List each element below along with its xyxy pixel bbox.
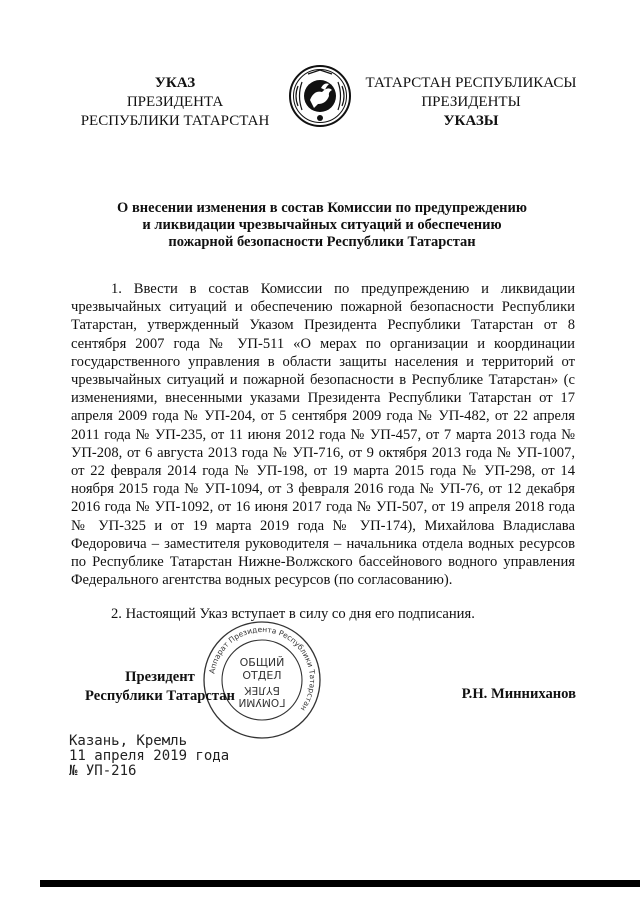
stamp-line1: ОБЩИЙ (239, 656, 285, 669)
document-title-line3: пожарной безопасности Республики Татарстан (168, 234, 476, 250)
signature-name: Р.Н. Минниханов (461, 686, 576, 702)
scan-bottom-edge (40, 880, 640, 887)
header-right-title: УКАЗЫ (443, 113, 499, 129)
stamp-line2: ОТДЕЛ (242, 669, 282, 682)
document-body (71, 280, 575, 624)
header-right-line1: ТАТАРСТАН РЕСПУБЛИКАСЫ (365, 75, 577, 91)
place-date: 11 апреля 2019 года (69, 748, 230, 764)
body-paragraph-2: 2. Настоящий Указ вступает в силу со дня его подписания. (111, 606, 475, 623)
header-right-line2: ПРЕЗИДЕНТЫ (421, 94, 521, 110)
signature-position-line1: Президент (125, 669, 195, 685)
tatarstan-coat-of-arms-icon (288, 64, 352, 128)
document-title-line1: О внесении изменения в состав Комиссии по предупреждению (117, 200, 527, 216)
header-left-line3: РЕСПУБЛИКИ ТАТАРСТАН (80, 113, 270, 129)
header-right-block (358, 74, 584, 131)
header-left-block (70, 74, 280, 131)
stamp-ring-text: Аппарат Президента Республики Татарстан (207, 624, 318, 713)
stamp-line3: ГОМУМИ (238, 696, 286, 708)
signature-position (70, 668, 250, 706)
header-left-title: УКАЗ (154, 75, 196, 91)
place-number: № УП-216 (69, 763, 137, 779)
body-paragraph-1: 1. Ввести в состав Комиссии по предупреждению и ликвидации чрезвычайных ситуаций и обеспечению пожарной безопасности Республики Татарстан, утвержденный Указом Президента Республики Татарстан от 8 сентября 2007 года № УП-511 «О мерах по организации и координации государственного управления в области защиты населения и территорий от чрезвычайных ситуаций и пожарной безопасности в Республике Татарстан» (с изменениями, внесенными указами Президента Республики Татарстан от 17 апреля 2009 года № УП-204, от 5 сентября 2009 года № УП-482, от 22 апреля 2011 года № УП-235, от 11 июня 2012 года № УП-457, от 7 марта 2013 года № УП-208, от 6 августа 2013 года № УП-716, от 9 октября 2013 года № УП-1007, от 22 февраля 2014 года № УП-198, от 19 марта 2015 года № УП-298, от 14 ноября 2015 года № УП-1094, от 3 февраля 2016 года № УП-76, от 12 декабря 2016 года № УП-1092, от 16 июня 2017 года № УП-507, от 19 апреля 2018 года № УП-325 и от 19 марта 2019 года № УП-174), Михайлова Владислава Федоровича – заместителя руководителя – начальника отдела водных ресурсов по Республике Татарстан Нижне-Волжского бассейнового водного управления Федерального агентства водных ресурсов (по согласованию). (71, 281, 575, 589)
document-title (80, 200, 564, 251)
stamp-line4: БҮЛЕК (244, 684, 280, 696)
place-city: Казань, Кремль (69, 733, 188, 749)
header-left-line2: ПРЕЗИДЕНТА (126, 94, 224, 110)
document-place-date (69, 734, 229, 779)
signature-position-line2: Республики Татарстан (85, 688, 235, 704)
document-title-line2: и ликвидации чрезвычайных ситуаций и обеспечению (142, 217, 502, 233)
